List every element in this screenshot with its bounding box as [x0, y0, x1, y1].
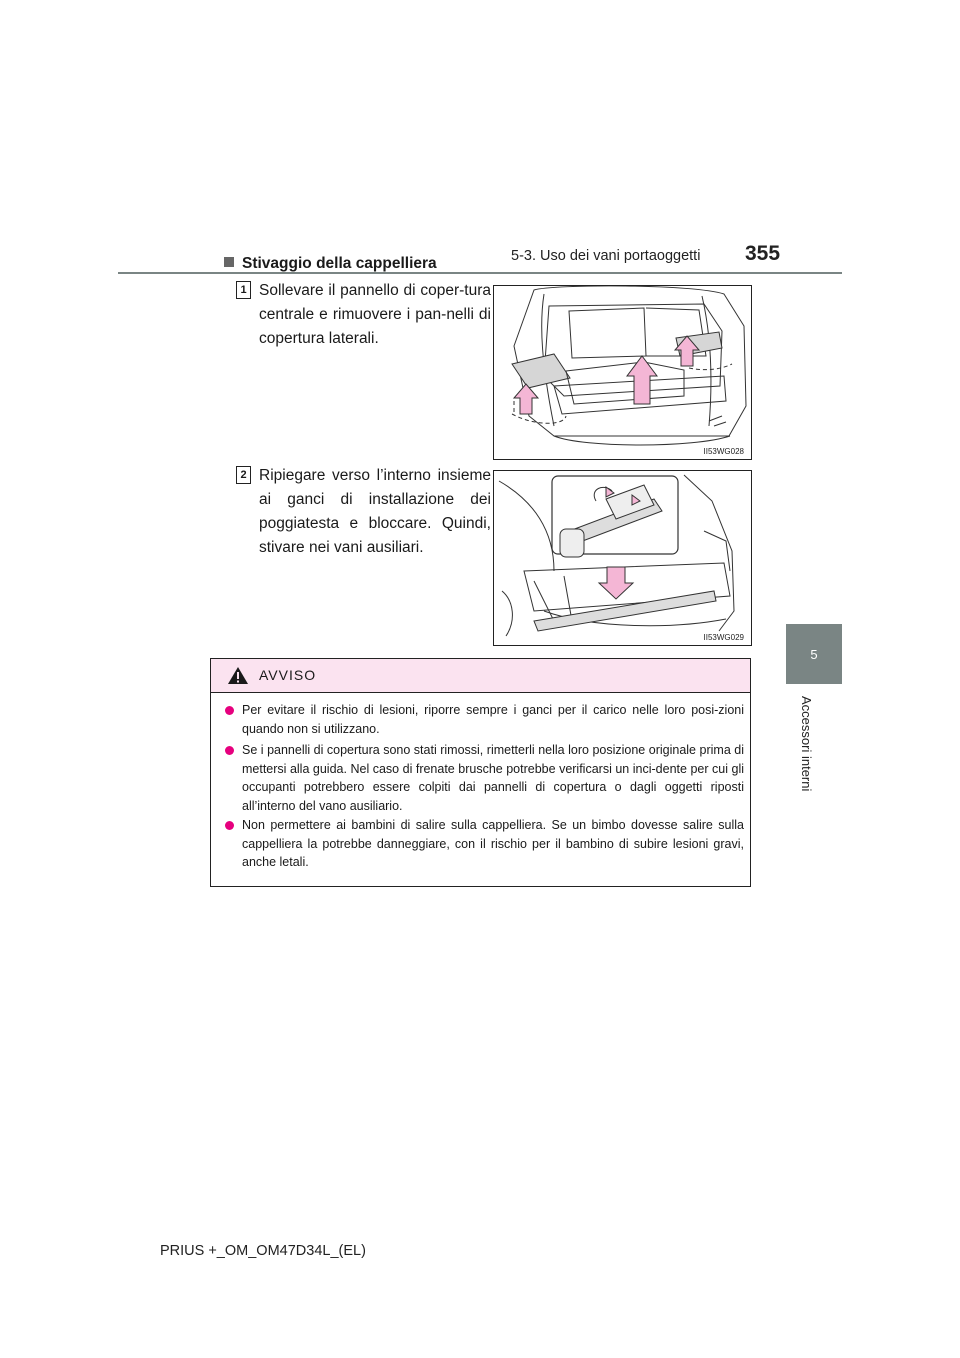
warning-item	[225, 701, 744, 738]
warning-box	[210, 658, 751, 887]
warning-item-text: Non permettere ai bambini di salire sulla cappelliera. Se un bimbo dovesse salire sulla cappelliera la potrebbe danneggiare, con il rischio per il bambino di subire lesioni gravi, anche letali.	[242, 818, 744, 869]
warning-triangle-icon	[227, 666, 249, 685]
warning-title: AVVISO	[259, 667, 317, 683]
cover-panels-illustration	[494, 286, 751, 459]
chapter-number: 5	[810, 647, 818, 662]
document-code: PRIUS +_OM_OM47D34L_(EL)	[160, 1243, 366, 1259]
section-reference: 5-3. Uso dei vani portaoggetti	[511, 248, 701, 264]
stowing-illustration	[494, 471, 751, 645]
section-heading	[224, 255, 437, 273]
bullet-icon	[225, 706, 234, 715]
warning-item	[225, 741, 744, 815]
step-number: 2	[236, 466, 251, 484]
bullet-icon	[225, 746, 234, 755]
warning-item-text: Per evitare il rischio di lesioni, riporre sempre i ganci per il carico nelle loro posi-zioni quando non si utilizzano.	[242, 703, 744, 736]
warning-item-text: Se i pannelli di copertura sono stati rimossi, rimetterli nella loro posizione originale prima di mettersi alla guida. Nel caso di frenate brusche potrebbe verificarsi un inci-dente per cui gli occupanti potrebbero essere colpiti dai pannelli di copertura o dagli oggetti riposti all’interno del vano ausiliario.	[242, 743, 744, 813]
step-text: Ripiegare verso l’interno insieme ai ganci di installazione dei poggiatesta e bloccare. Quindi, stivare nei vani ausiliari.	[259, 467, 491, 556]
figure-code: II53WG029	[703, 633, 744, 642]
section-heading-text: Stivaggio della cappelliera	[242, 255, 437, 272]
chapter-tab	[786, 624, 842, 684]
bullet-icon	[225, 821, 234, 830]
step-text: Sollevare il pannello di coper-tura centrale e rimuovere i pan-nelli di copertura laterali.	[259, 282, 491, 347]
step-number: 1	[236, 281, 251, 299]
warning-item	[225, 816, 744, 872]
page-number: 355	[745, 242, 781, 265]
figure-code: II53WG028	[703, 447, 744, 456]
luggage-area-illustration	[493, 285, 752, 460]
tonneau-cover-illustration	[493, 470, 752, 646]
chapter-title: Accessori interni	[799, 696, 814, 792]
square-bullet-icon	[224, 257, 234, 267]
warning-header	[211, 659, 750, 693]
